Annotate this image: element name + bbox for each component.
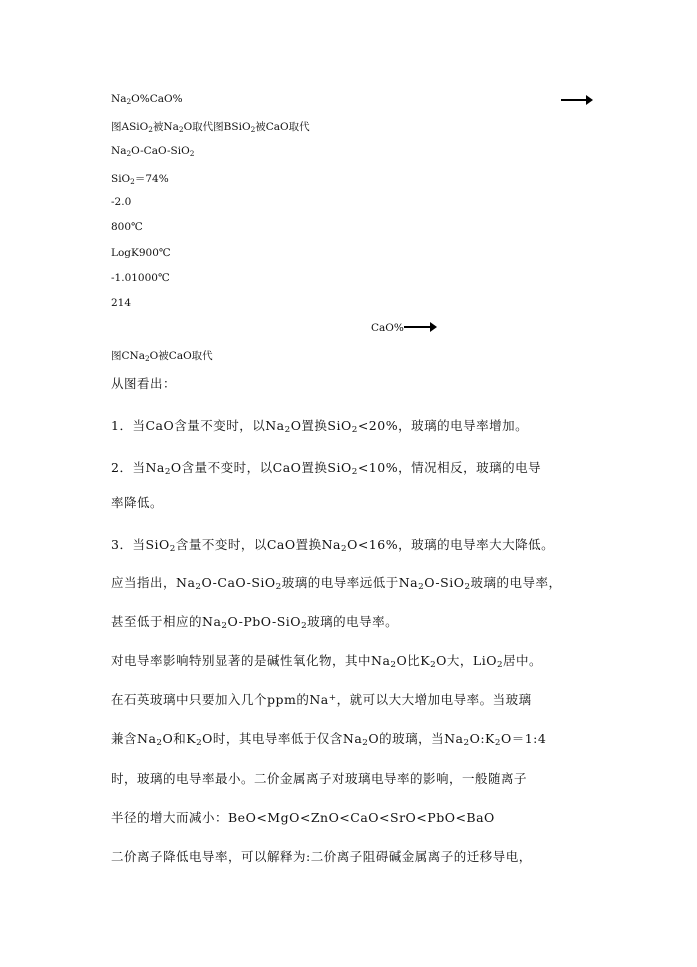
arrow-right-icon (404, 326, 431, 328)
figure-temp-800: 800℃ (111, 221, 143, 233)
paragraph-5: 甚至低于相应的$Na_2O-PbO-SiO_2$玻璃的电导率。 (111, 614, 399, 632)
figure-caption-ab: 图ASiO$_2$被$Na_2O$取代图BSiO$_2$被CaO取代 (111, 121, 310, 134)
figure-caption-c: 图CNa$_2$O被CaO取代 (111, 350, 213, 363)
paragraph-9: 时，玻璃的电导率最小。二价金属离子对玻璃电导率的影响，一般随离子 (111, 771, 528, 786)
paragraph-10: 半径的增大而减小：BeO<MgO<ZnO<CaO<SrO<PbO<BaO (111, 810, 495, 825)
figure-axis-label: $Na_2O\%CaO\%$ (111, 93, 183, 106)
arrow-right-icon (561, 99, 587, 101)
figure-value-neg1: -1.01000℃ (111, 272, 170, 284)
paragraph-2-cont: 率降低。 (111, 495, 164, 510)
paragraph-6: 对电导率影响特别显著的是碱性氧化物，其中$Na_2O$比$K_2O$大，LiO$_2$居中。 (111, 653, 543, 671)
paragraph-8: 兼含$Na_2O$和$K_2O$时，其电导率低于仅含$Na_2O$的玻璃，当$Na_2O:K_2O=1:4$ (111, 731, 547, 749)
figure-system-label: $Na_2O-CaO-SiO_2$ (111, 145, 195, 158)
figure-number-214: 214 (111, 297, 132, 309)
paragraph-7: 在石英玻璃中只要加入几个ppm的Na+，就可以大大增加电导率。当玻璃 (111, 692, 532, 707)
paragraph-1: 1．当CaO含量不变时，以$Na_2O$置换SiO$_2$<20%，玻璃的电导率增加。 (111, 418, 529, 436)
paragraph-3: 3．当SiO$_2$含量不变时，以CaO置换$Na_2O<16\%$，玻璃的电导率大大降低。 (111, 537, 555, 555)
figure-sio2-label: SiO$_2$＝74% (111, 173, 169, 186)
figure-logk: LogK900℃ (111, 247, 171, 259)
paragraph-4: 应当指出，$Na_2O-CaO-SiO_2$玻璃的电导率远低于$Na_2O-SiO_2$玻璃的电导率， (111, 575, 562, 593)
figure-cao-axis: CaO% (371, 322, 404, 334)
intro-line: 从图看出： (111, 376, 177, 391)
figure-value-neg2: -2.0 (111, 196, 132, 208)
paragraph-2: 2．当$Na_2O$含量不变时，以CaO置换SiO$_2$<10%，情况相反，玻璃的电导 (111, 460, 542, 478)
paragraph-11: 二价离子降低电导率，可以解释为:二价离子阻碍碱金属离子的迁移导电， (111, 849, 532, 864)
